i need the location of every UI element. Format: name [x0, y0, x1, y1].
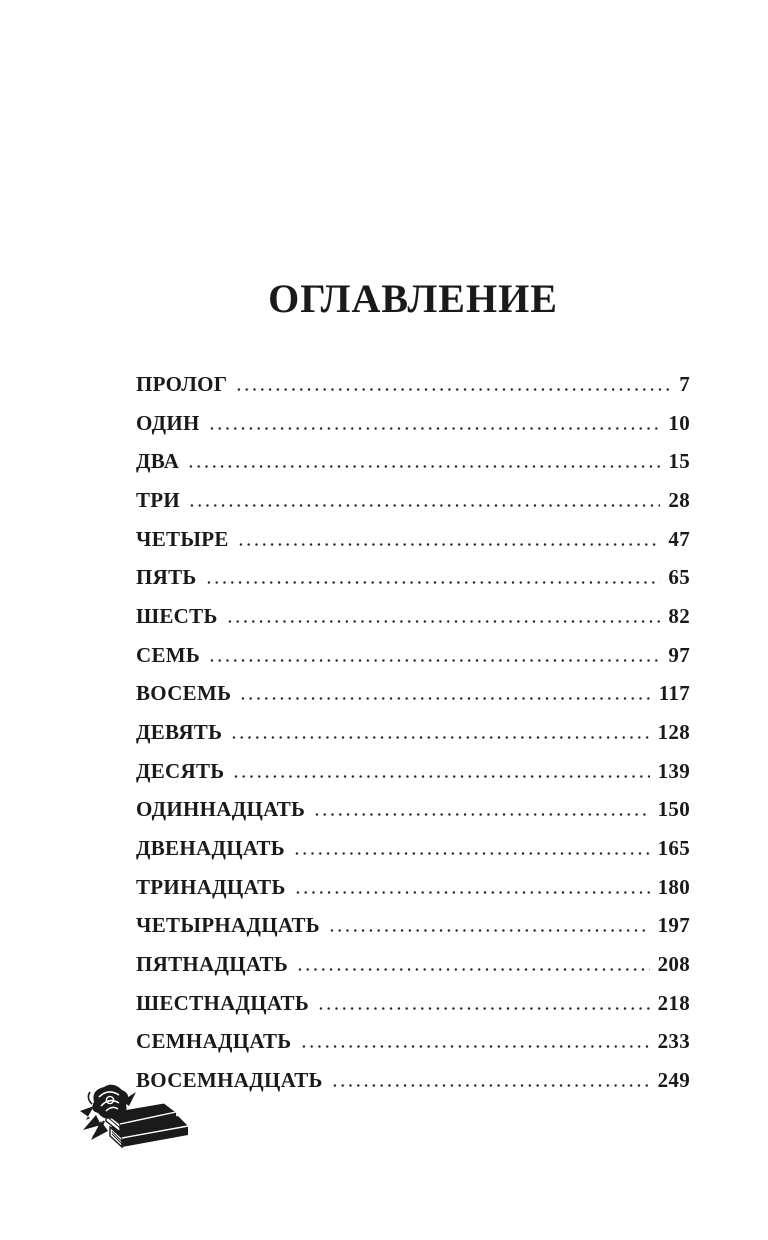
toc-dot-leader	[294, 891, 650, 894]
toc-dot-leader	[237, 543, 661, 546]
toc-entry-label: ДВЕНАДЦАТЬ	[136, 835, 285, 860]
toc-entry-label: ПРОЛОГ	[136, 372, 228, 396]
toc-entry	[136, 906, 690, 945]
toc-dot-leader	[208, 427, 661, 430]
rose-on-books-vignette	[80, 1080, 190, 1158]
toc-entry	[136, 674, 690, 713]
toc-entry-page-number: 165	[657, 835, 690, 860]
toc-entry-page-number: 128	[657, 719, 690, 744]
toc-entry	[136, 790, 690, 829]
toc-entry	[136, 945, 690, 984]
toc-entry-label: ШЕСТНАДЦАТЬ	[136, 990, 310, 1015]
toc-entry	[136, 984, 690, 1023]
toc-entry-page-number: 82	[668, 603, 690, 628]
toc-entry	[136, 442, 690, 481]
toc-entry-page-number: 65	[668, 565, 690, 590]
toc-dot-leader	[317, 1007, 650, 1010]
toc-entry-label: ДЕВЯТЬ	[136, 719, 223, 744]
page-title: ОГЛАВЛЕНИЕ	[268, 276, 558, 321]
toc-entry-page-number: 10	[668, 410, 690, 435]
toc-entry	[136, 597, 690, 636]
toc-dot-leader	[313, 813, 649, 816]
toc-dot-leader	[300, 1045, 650, 1048]
toc-entry-page-number: 150	[657, 797, 690, 822]
toc-entry-label: ЧЕТЫРЕ	[136, 526, 229, 551]
toc-entry-label: СЕМЬ	[136, 642, 201, 667]
toc-entry	[136, 1061, 690, 1100]
toc-entry	[136, 829, 690, 868]
toc-entry	[136, 713, 690, 752]
toc-entry-page-number: 47	[668, 526, 690, 551]
toc-entry	[136, 404, 690, 443]
toc-entry	[136, 868, 690, 907]
toc-entry-label: ДЕСЯТЬ	[136, 758, 225, 783]
toc-dot-leader	[230, 736, 649, 739]
toc-entry-label: ШЕСТЬ	[136, 603, 218, 628]
toc-entry-label: ПЯТНАДЦАТЬ	[136, 951, 288, 976]
toc-dot-leader	[226, 620, 661, 623]
toc-entry	[136, 1022, 690, 1061]
toc-dot-leader	[296, 968, 650, 971]
toc-entry-page-number: 117	[658, 681, 690, 706]
toc-entry-label: ТРИ	[136, 487, 181, 512]
toc-entry-page-number: 15	[668, 449, 690, 474]
toc-dot-leader	[239, 697, 650, 700]
toc-entry-label: ВОСЕМЬ	[136, 681, 232, 706]
toc-entry	[136, 520, 690, 559]
toc-entry	[136, 636, 690, 675]
toc-dot-leader	[235, 388, 671, 391]
toc-list	[136, 365, 690, 1099]
toc-entry	[136, 481, 690, 520]
toc-entry-page-number: 139	[657, 758, 690, 783]
toc-entry-page-number: 197	[657, 913, 690, 938]
toc-entry-label: ОДИН	[136, 410, 200, 435]
toc-entry-page-number: 208	[657, 951, 690, 976]
toc-entry	[136, 558, 690, 597]
toc-entry-page-number: 218	[657, 990, 690, 1015]
toc-entry-label: ДВА	[136, 449, 180, 474]
toc-entry-label: СЕМНАДЦАТЬ	[136, 1029, 292, 1054]
toc-dot-leader	[331, 1084, 650, 1087]
toc-entry-page-number: 7	[679, 372, 690, 396]
toc-entry-page-number: 249	[657, 1067, 690, 1092]
toc-entry-label: ТРИНАДЦАТЬ	[136, 874, 286, 899]
toc-entry-page-number: 233	[657, 1029, 690, 1054]
toc-entry-page-number: 28	[668, 487, 690, 512]
toc-entry	[136, 752, 690, 791]
toc-entry-label: ВОСЕМНАДЦАТЬ	[136, 1067, 323, 1092]
toc-dot-leader	[205, 581, 661, 584]
toc-dot-leader	[328, 929, 650, 932]
toc-entry-label: ПЯТЬ	[136, 565, 197, 590]
toc-entry-label: ЧЕТЫРНАДЦАТЬ	[136, 913, 320, 938]
toc-dot-leader	[293, 852, 650, 855]
toc-entry-page-number: 180	[657, 874, 690, 899]
toc-entry	[136, 365, 690, 404]
toc-entry-label: ОДИННАДЦАТЬ	[136, 797, 306, 822]
toc-dot-leader	[232, 775, 649, 778]
toc-dot-leader	[188, 504, 660, 507]
toc-entry-page-number: 97	[668, 642, 690, 667]
toc-dot-leader	[208, 659, 660, 662]
toc-dot-leader	[187, 465, 660, 468]
